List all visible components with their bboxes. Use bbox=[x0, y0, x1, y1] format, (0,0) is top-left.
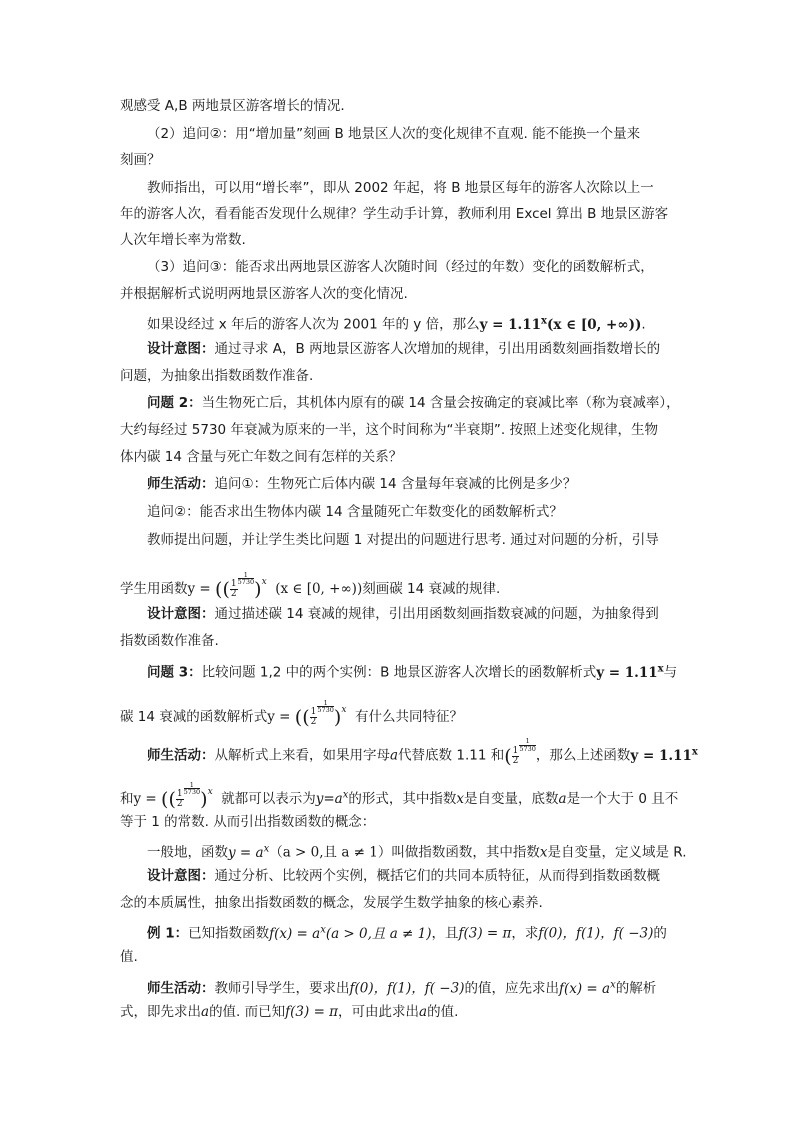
text-line: 设计意图：通过分析、比较两个实例，概括它们的共同本质特征，从而得到指数函数概 bbox=[147, 868, 660, 884]
text-line: （3）追问③：能否求出两地景区游客人次随时间（经过的年数）变化的函数解析式， bbox=[147, 259, 654, 275]
text-line: 指数函数作准备. bbox=[120, 633, 219, 649]
label-design-intent: 设计意图： bbox=[147, 341, 215, 357]
text-line: 师生活动：从解析式上来看，如果用字母a代替底数 1.11 和( $\frac{1}{2}$ $\frac{1}{5730}$ ，那么上述函数$y = 1.11^x$ bbox=[147, 737, 698, 767]
text-line: 教师提出问题，并让学生类比问题 1 对提出的问题进行思考. 通过对问题的分析，引导 bbox=[147, 532, 659, 548]
text-line: 问题 3：比较问题 1,2 中的两个实例：B 地景区游客人次增长的函数解析式$y = 1.11^x$与 bbox=[147, 663, 678, 681]
text-line: 大约每经过 5730 年衰减为原来的一半，这个时间称为“半衰期”. 按照上述变化规律，生物 bbox=[120, 422, 659, 438]
text-line: 设计意图：通过寻求 A，B 两地景区游客人次增加的规律，引出用函数刻画指数增长的 bbox=[147, 341, 661, 357]
fraction-half: $\frac{1}{2}$ bbox=[230, 579, 237, 599]
text-line: 师生活动：追问①：生物死亡后体内碳 14 含量每年衰减的比例是多少？ bbox=[147, 476, 577, 492]
text-line: 教师指出，可以用“增长率”，即从 2002 年起，将 B 地景区每年的游客人次除以上一 bbox=[147, 180, 654, 196]
label-design-intent: 设计意图： bbox=[147, 868, 215, 884]
text-line: 追问②：能否求出生物体内碳 14 含量随死亡年数变化的函数解析式？ bbox=[147, 504, 563, 520]
text-line: 等于 1 的常数. 从而引出指数函数的概念： bbox=[120, 814, 376, 830]
label-example: 例 1： bbox=[147, 925, 189, 942]
text-line: 一般地，函数$y = a^x(a > 0$,且 a ≠ 1）叫做指数函数，其中指数x是自变量，定义域是 R. bbox=[147, 843, 687, 861]
text-line: 和y = (( $\frac{1}{2}$ $\frac{1}{5730}$ )x 就都可以表示为$y=a^x$的形式，其中指数x是自变量，底数a是一个大于 0 且不 bbox=[120, 780, 679, 811]
label-problem: 问题 2： bbox=[147, 395, 202, 411]
decay-formula: y = (( $\frac{1}{2}$ $\frac{1}{5730}$ )x bbox=[267, 698, 347, 729]
text-line: 人次年增长率为常数. bbox=[120, 232, 246, 248]
text-line: 问题，为抽象出指数函数作准备. bbox=[120, 368, 314, 384]
text-line: 设计意图：通过描述碳 14 衰减的规律，引出用函数刻画指数衰减的问题，为抽象得到 bbox=[147, 606, 659, 622]
text-line: 例 1：已知指数函数$f(x) = a^x(a > 0$,且 a ≠ 1)，且f(3) = π，求f(0)，f(1)，f( −3)的 bbox=[147, 924, 667, 942]
text-line: 并根据解析式说明两地景区游客人次的变化情况. bbox=[120, 286, 408, 302]
text-line: 体内碳 14 含量与死亡年数之间有怎样的关系？ bbox=[120, 449, 403, 465]
text-line: 刻画？ bbox=[120, 152, 161, 168]
text-line: 值. bbox=[120, 949, 138, 965]
text-line: 问题 2：当生物死亡后，其机体内原有的碳 14 含量会按确定的衰减比率（称为衰减率）， bbox=[147, 395, 680, 411]
text-line: （2）追问②：用“增加量”刻画 B 地景区人次的变化规律不直观. 能不能换一个量来 bbox=[147, 126, 641, 142]
label-design-intent: 设计意图： bbox=[147, 606, 215, 622]
text-line: 观感受 A,B 两地景区游客增长的情况. bbox=[120, 98, 345, 114]
label-problem: 问题 3： bbox=[147, 664, 202, 681]
growth-formula: $y = 1.11^x(x$ ∈ [0, +∞)) bbox=[479, 315, 642, 333]
text-line: 学生用函数y = (( $\frac{1}{2}$ $\frac{1}{5730}$ )x (x ∈ [0, +∞))刻画碳 14 衰减的规律. bbox=[120, 570, 501, 601]
label-activity: 师生活动： bbox=[147, 476, 215, 492]
decay-formula: y = (( $\frac{1}{2}$ $\frac{1}{5730}$ )x bbox=[187, 570, 267, 601]
exp-function-def: $y = a^x$ bbox=[228, 843, 270, 861]
text-line: 师生活动：教师引导学生，要求出f(0)，f(1)，f( −3)的值，应先求出$f(x) = a^x$的解析 bbox=[147, 979, 657, 997]
text-line: 念的本质属性，抽象出指数函数的概念，发展学生数学抽象的核心素养. bbox=[120, 895, 543, 911]
text-line: 如果设经过 x 年后的游客人次为 2001 年的 y 倍，那么$y = 1.11^x(x$ ∈ [0, +∞)). bbox=[147, 315, 646, 333]
text-line: 碳 14 衰减的函数解析式y = (( $\frac{1}{2}$ $\frac{1}{5730}$ )x 有什么共同特征？ bbox=[120, 698, 463, 729]
label-activity: 师生活动： bbox=[147, 980, 215, 997]
text-line: 式，即先求出a的值. 而已知f(3) = π，可由此求出a的值. bbox=[120, 1004, 459, 1020]
label-activity: 师生活动： bbox=[147, 747, 215, 764]
text-line: 年的游客人次，看看能否发现什么规律？学生动手计算，教师利用 Excel 算出 B 地景区游客 bbox=[120, 206, 669, 222]
